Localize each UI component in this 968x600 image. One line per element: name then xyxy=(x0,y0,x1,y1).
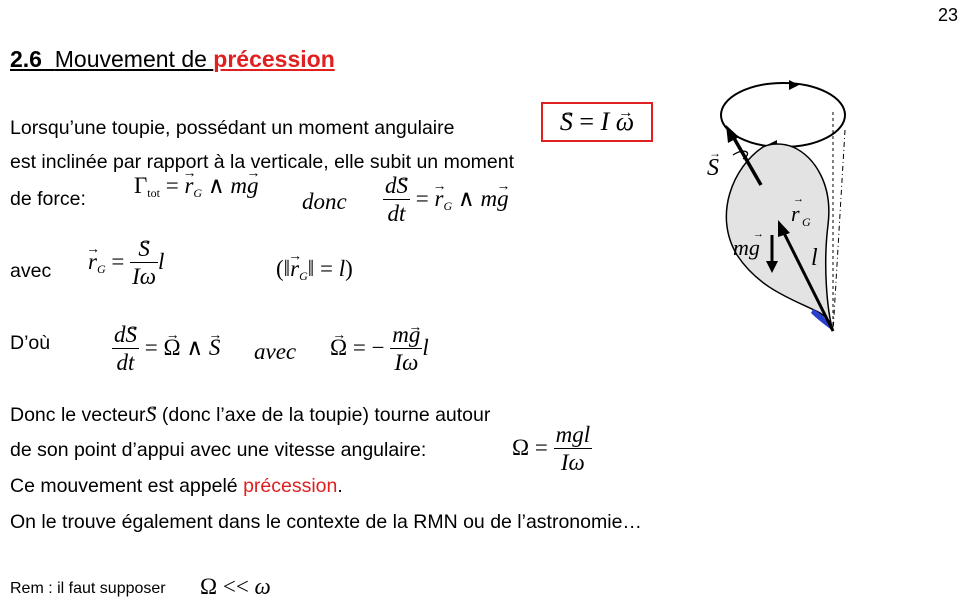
rg-norm-equation: (‖→ $r_G‖ = l$) xyxy=(276,256,353,284)
conclusion-line-1: Donc le vecteur→ S (donc l’axe de la toupie) tourne autour xyxy=(10,402,490,427)
mg-label: mg xyxy=(733,235,760,260)
remark-text: Rem : il faut supposer xyxy=(10,580,166,597)
section-number: 2.6 xyxy=(10,46,42,72)
dou-label: D’où xyxy=(10,332,51,354)
s-label-arrow: → xyxy=(709,146,721,160)
l-label: l xyxy=(811,245,818,271)
page-number: 23 xyxy=(938,5,959,25)
avec-label: avec xyxy=(10,260,52,282)
conclusion-line-4: On le trouve également dans le contexte de la RMN ou de l’astronomie… xyxy=(10,511,642,533)
torque-equation: $\Gamma_{tot}$ = → $r_G$ ∧ m→ g xyxy=(134,173,259,201)
ellipse-arrow-top xyxy=(789,80,799,90)
precession-equation: $\frac{d\to S}{dt}$ = → Ω ∧ → S xyxy=(112,322,220,377)
avec-inline-label: avec xyxy=(254,339,297,364)
ds-dt-equation: $\frac{d\to S}{dt}$ = → $r_G$ ∧ m→ g xyxy=(383,173,509,228)
angular-momentum-box: → S = I → ω xyxy=(541,102,653,142)
section-heading xyxy=(10,46,335,73)
omega-vector-equation: → Ω = − $\frac{m\to g}{I\omega}$ l xyxy=(330,322,429,377)
remark-inequality: Ω << ω xyxy=(200,574,271,599)
mg-label-arrow: → xyxy=(753,228,764,240)
rg-equation: → $r_G$ = → $\frac{S}{I\omega}$ l xyxy=(88,236,164,291)
rg-label: r xyxy=(791,201,800,226)
rg-label-sub: G xyxy=(802,215,811,229)
section-title-highlight: précession xyxy=(213,46,335,72)
spinning-top-diagram xyxy=(695,75,865,340)
paragraph-line-2: est inclinée par rapport à la verticale, elle subit un moment xyxy=(10,151,515,173)
s-label: S xyxy=(707,155,719,181)
paragraph-line-1: Lorsqu’une toupie, possédant un moment angulaire xyxy=(10,117,455,139)
donc-label: donc xyxy=(302,189,347,214)
section-title: Mouvement de xyxy=(54,46,214,72)
conclusion-line-2: de son point d’appui avec une vitesse angulaire: xyxy=(10,439,427,461)
paragraph-line-3: de force: xyxy=(10,188,86,210)
rg-label-arrow: → xyxy=(793,193,804,205)
cone-line xyxy=(833,130,845,332)
precession-ellipse xyxy=(721,83,845,147)
angular-velocity-formula: Ω = $\frac{\text{mgl}}{I\omega}$ xyxy=(512,422,591,475)
conclusion-line-3: Ce mouvement est appelé précession. xyxy=(10,475,343,497)
